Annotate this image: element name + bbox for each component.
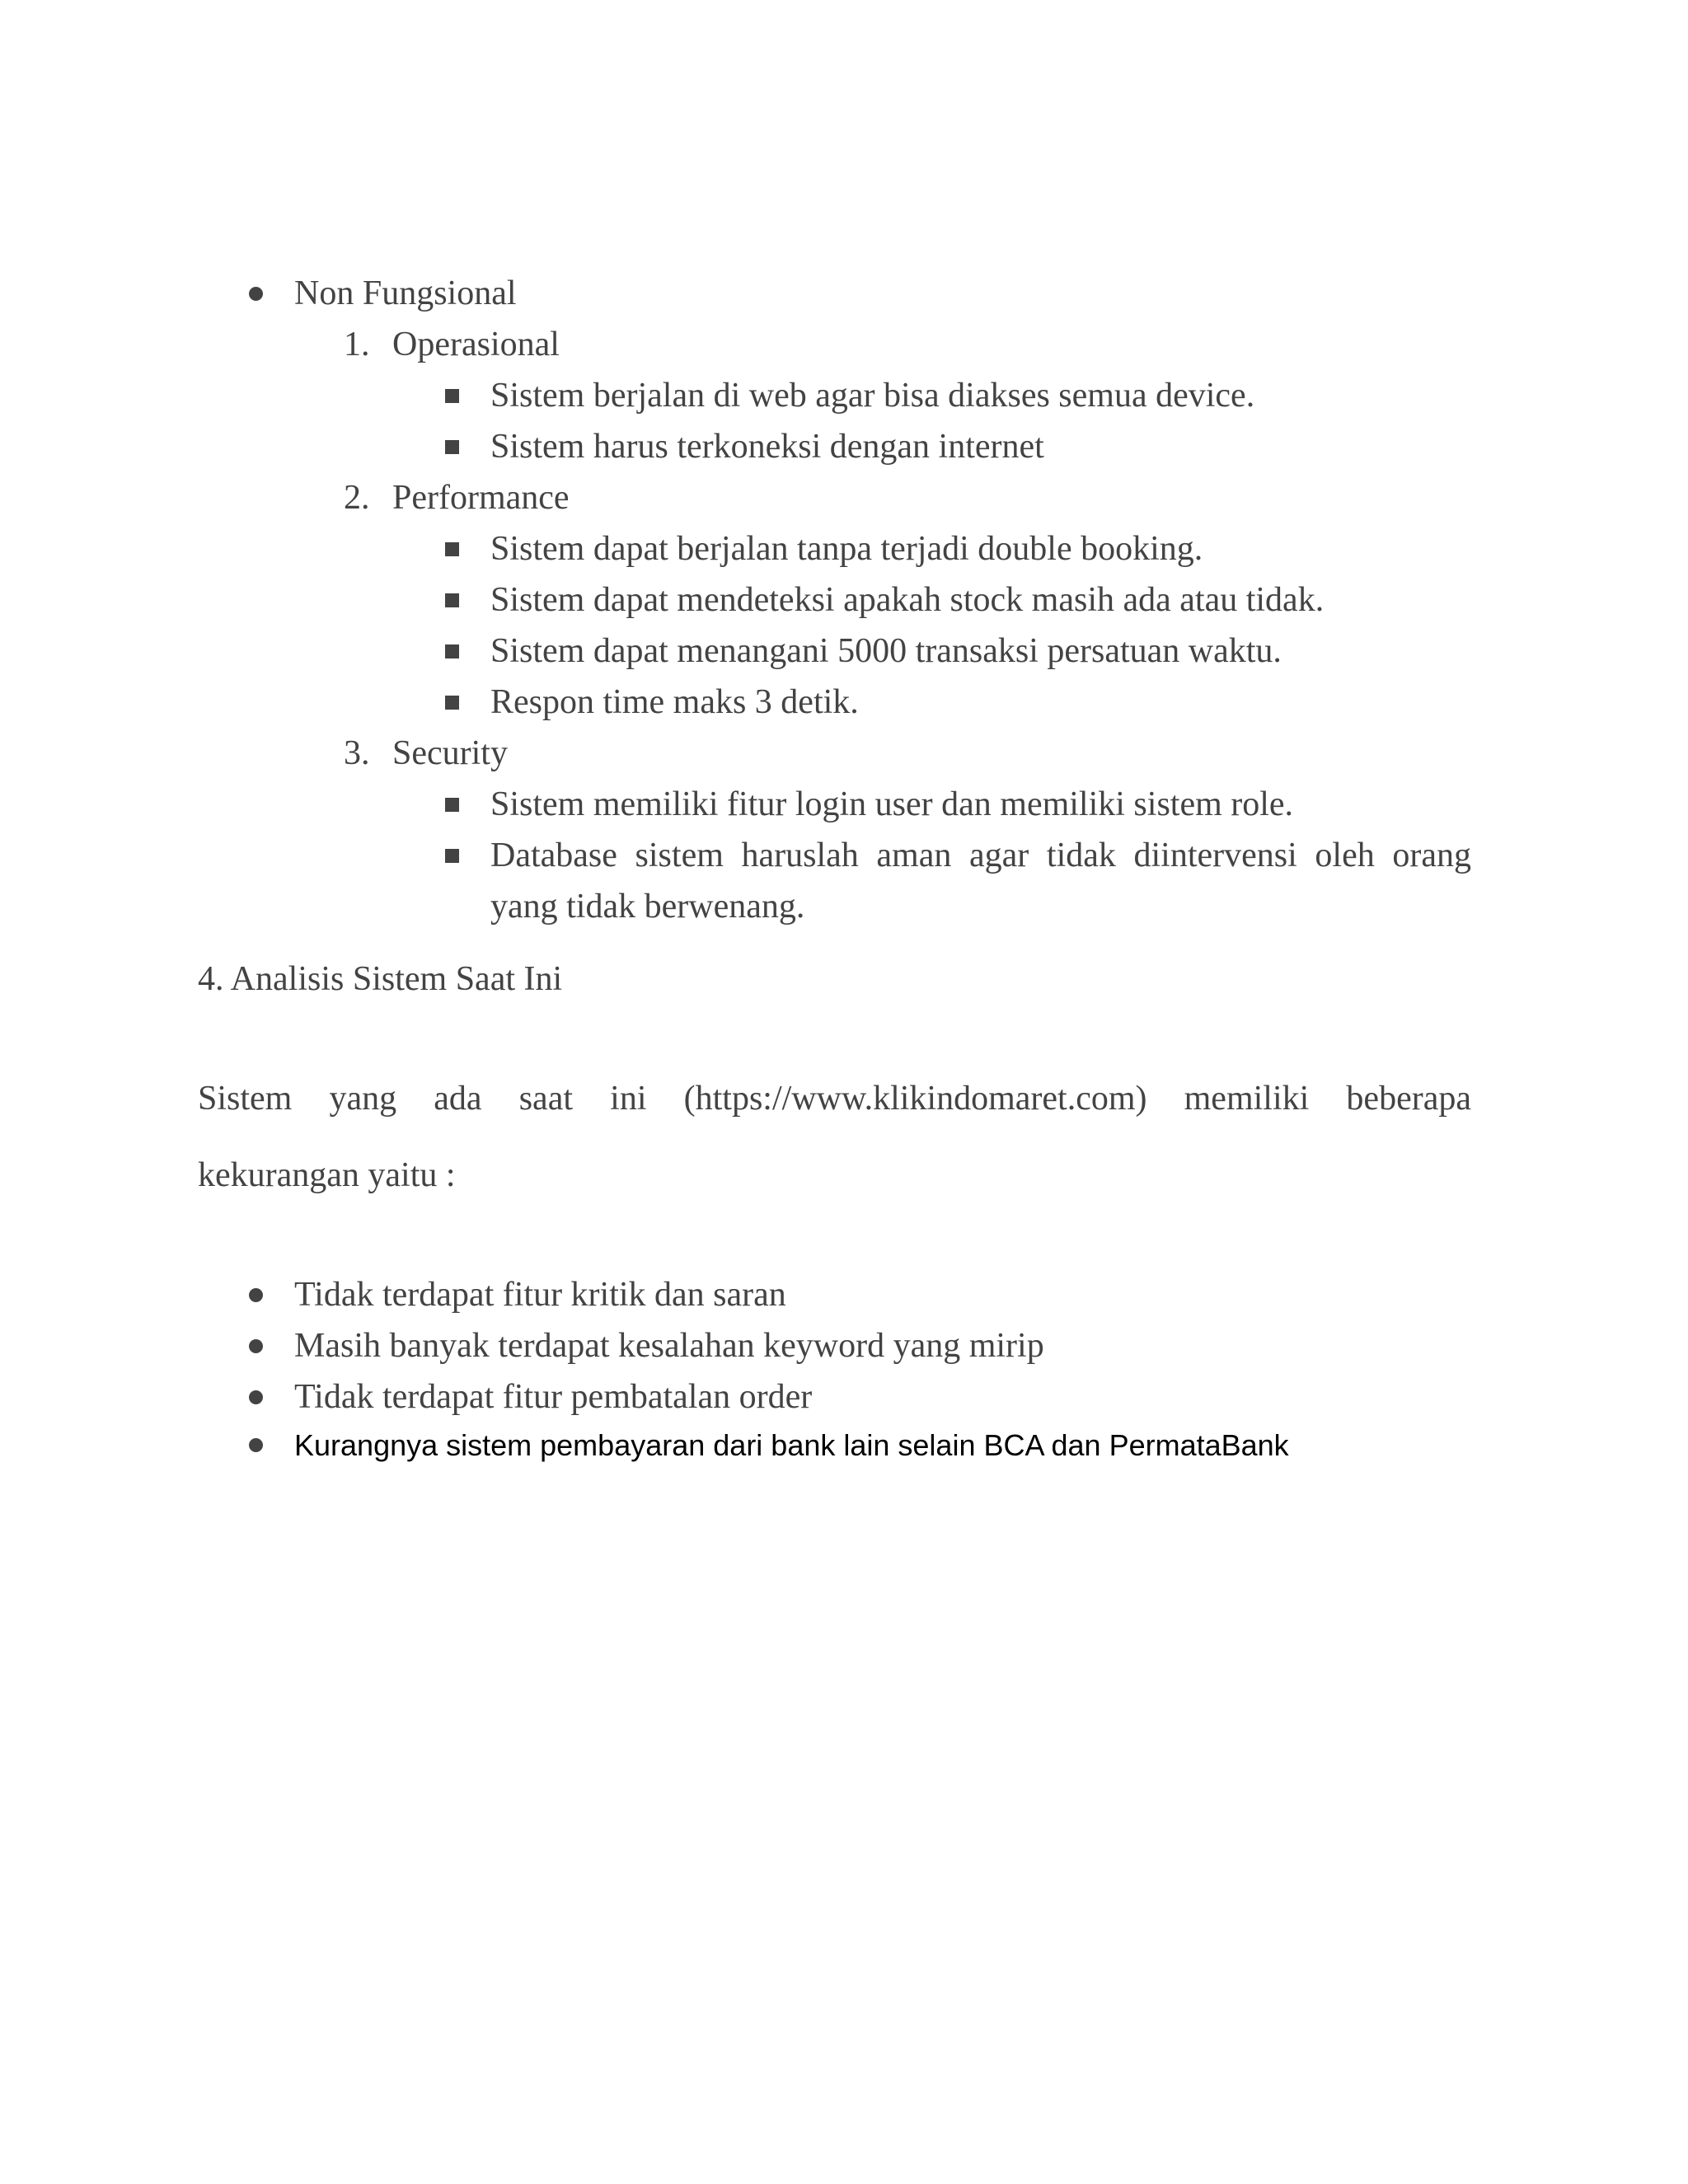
list-item: Respon time maks 3 detik. xyxy=(490,683,859,721)
list-item: Sistem dapat menangani 5000 transaksi persatuan waktu. xyxy=(490,632,1282,670)
bullet-dot-icon xyxy=(249,1438,263,1452)
bullet-square-icon xyxy=(445,798,459,812)
bullet-square-icon xyxy=(445,696,459,710)
bullet-square-icon xyxy=(445,440,459,454)
bullet-dot-icon xyxy=(249,287,263,301)
bullet-square-icon xyxy=(445,849,459,863)
list-item: Sistem dapat berjalan tanpa terjadi double booking. xyxy=(490,530,1203,568)
section-number: 1. xyxy=(344,326,370,363)
section-number: 3. xyxy=(344,734,370,772)
section-heading-analisis: 4. Analisis Sistem Saat Ini xyxy=(198,960,563,998)
paragraph-line: Sistem yang ada saat ini (https://www.klikindomaret.com) memiliki beberapa xyxy=(198,1080,1471,1118)
list-item: Sistem berjalan di web agar bisa diakses semua device. xyxy=(490,377,1255,415)
list-item: Tidak terdapat fitur pembatalan order xyxy=(294,1378,813,1416)
list-item: Database sistem haruslah aman agar tidak diintervensi oleh orang xyxy=(490,837,1471,874)
heading-non-fungsional: Non Fungsional xyxy=(294,274,517,312)
bullet-dot-icon xyxy=(249,1390,263,1404)
list-item-continuation: yang tidak berwenang. xyxy=(490,888,805,926)
section-title-security: Security xyxy=(392,734,508,772)
section-number: 2. xyxy=(344,479,370,517)
list-item: Sistem dapat mendeteksi apakah stock masih ada atau tidak. xyxy=(490,581,1325,619)
bullet-square-icon xyxy=(445,593,459,607)
paragraph-line: kekurangan yaitu : xyxy=(198,1156,456,1194)
list-item: Sistem harus terkoneksi dengan internet xyxy=(490,428,1044,466)
bullet-square-icon xyxy=(445,644,459,658)
bullet-dot-icon xyxy=(249,1339,263,1353)
bullet-square-icon xyxy=(445,542,459,556)
list-item: Sistem memiliki fitur login user dan memiliki sistem role. xyxy=(490,785,1294,823)
list-item: Masih banyak terdapat kesalahan keyword yang mirip xyxy=(294,1327,1044,1365)
list-item: Kurangnya sistem pembayaran dari bank lain selain BCA dan PermataBank xyxy=(294,1428,1289,1462)
list-item: Tidak terdapat fitur kritik dan saran xyxy=(294,1276,786,1314)
bullet-dot-icon xyxy=(249,1288,263,1302)
section-title-performance: Performance xyxy=(392,479,570,517)
bullet-square-icon xyxy=(445,389,459,403)
section-title-operasional: Operasional xyxy=(392,326,560,363)
